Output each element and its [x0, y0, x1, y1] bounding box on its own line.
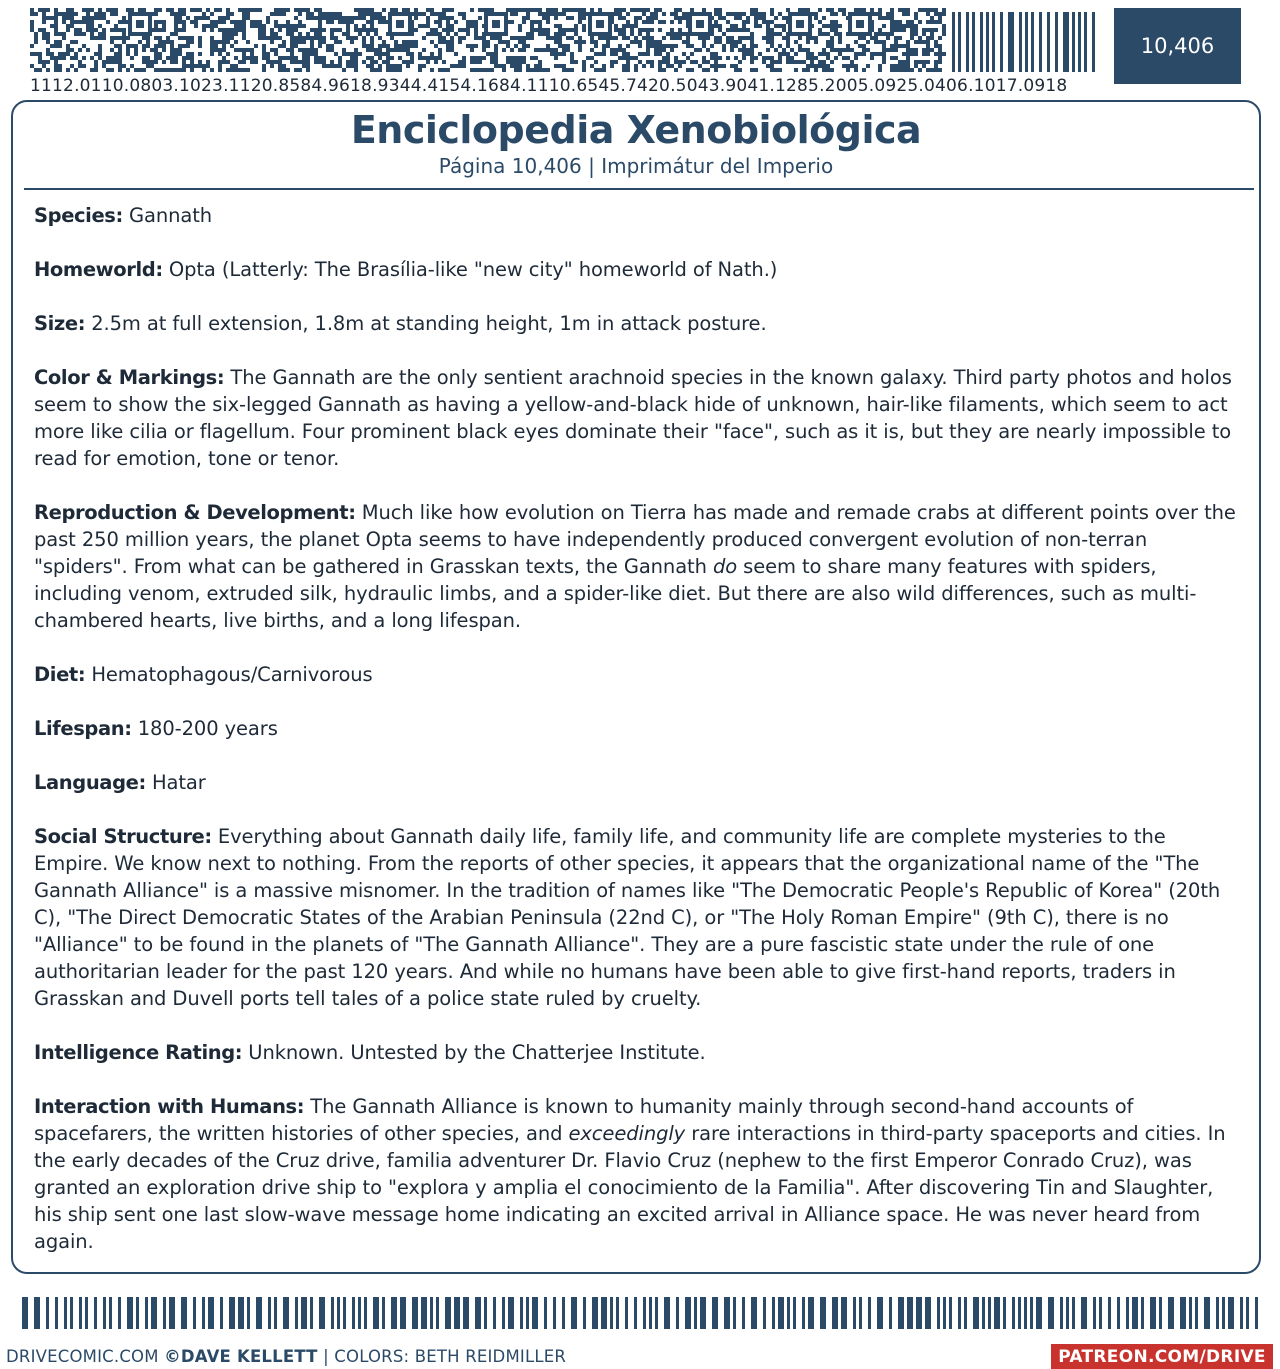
encyclopedia-entry-card [11, 100, 1261, 1274]
matrix-code-graphic [30, 8, 946, 72]
field-label: Social Structure: [34, 825, 212, 848]
header-codes [30, 8, 1098, 96]
field-label: Color & Markings: [34, 366, 225, 389]
patreon-link[interactable]: PATREON.COM/DRIVE [1051, 1344, 1273, 1369]
field-text-emphasis: do [712, 555, 738, 578]
field-label: Species: [34, 204, 123, 227]
code-digits: 1112.0110.0803.1023.1120.8584.9618.9344.4154.1684.1110.6545.7420.5043.9041.1285.2005.0925.0406.1017.0918 [30, 76, 1068, 96]
field-label: Diet: [34, 663, 86, 686]
field-label: Size: [34, 312, 86, 335]
entry-field [34, 499, 1244, 634]
title-divider [24, 188, 1254, 190]
entry-field [34, 202, 1244, 229]
field-label: Homeworld: [34, 258, 163, 281]
field-text: Unknown. Untested by the Chatterjee Institute. [242, 1041, 706, 1064]
field-text: Opta (Latterly: The Brasília-like "new city" homeworld of Nath.) [162, 258, 778, 281]
field-text: rare interactions in third-party spaceports and cities. In the early decades of the Cruz drive, familia adventurer Dr. Flavio Cruz (nephew to the first Emperor Conrado Cruz), was granted an exploration drive ship to "explora y amplia el conocimiento de la Familia". After discovering Tin and Slaughter, his ship sent one last slow-wave message home indicating an excited arrival in Alliance space. He was never heard from again. [34, 1122, 1226, 1253]
footer [0, 1344, 1280, 1369]
field-label: Intelligence Rating: [34, 1041, 243, 1064]
entry-field [34, 1039, 1244, 1066]
field-label: Language: [34, 771, 146, 794]
footer-separator: | [323, 1347, 329, 1366]
field-text: The Gannath are the only sentient arachnoid species in the known galaxy. Third party photos and holos seem to show the six-legged Gannath as having a yellow-and-black hide of unknown, hair-like filaments, which seem to act more like cilia or flagellum. Four prominent black eyes dominate their "face", such as it is, but they are nearly impossible to read for emotion, tone or tenor. [34, 366, 1232, 470]
entry-field [34, 310, 1244, 337]
field-label: Reproduction & Development: [34, 501, 356, 524]
page-subtitle: Página 10,406 | Imprimátur del Imperio [438, 154, 834, 178]
footer-site-link[interactable]: DRIVECOMIC.COM [6, 1347, 159, 1366]
field-label: Interaction with Humans: [34, 1095, 305, 1118]
field-text: Everything about Gannath daily life, family life, and community life are complete mysteries to the Empire. We know next to nothing. From the reports of other species, it appears that the organizational name of the "The Gannath Alliance" is a massive misnomer. In the tradition of names like "The Democratic People's Republic of Korea" (20th C), "The Direct Democratic States of the Arabian Peninsula (22nd C), or "The Holy Roman Empire" (9th C), there is no "Alliance" to be found in the planets of "The Gannath Alliance". They are a pure fascistic state under the rule of one authoritarian leader for the past 120 years. And while no humans have been able to give first-hand reports, traders in Grasskan and Duvell ports tell tales of a police state ruled by cruelty. [34, 825, 1221, 1010]
field-text: Gannath [122, 204, 213, 227]
field-text: 180-200 years [131, 717, 278, 740]
footer-credits [6, 1347, 566, 1366]
entry-field [34, 769, 1244, 796]
field-text: seem to share many features with spiders, including venom, extruded silk, hydraulic limbs, and a spider-like diet. But there are also wild differences, such as multi-chambered hearts, live births, and a long lifespan. [34, 555, 1197, 632]
page-number-badge: 10,406 [1114, 8, 1241, 84]
page-title: Enciclopedia Xenobiológica [350, 108, 922, 152]
entry-field [34, 364, 1244, 472]
field-text: Hematophagous/Carnivorous [85, 663, 373, 686]
field-text: The Gannath Alliance is known to humanity mainly through second-hand accounts of spacefarers, the written histories of other species, and [34, 1095, 1134, 1145]
footer-colors-credit: COLORS: BETH REIDMILLER [334, 1347, 567, 1366]
bottom-barcode-graphic [22, 1297, 1258, 1329]
entry-field [34, 715, 1244, 742]
entry-body [34, 202, 1244, 1282]
field-text: 2.5m at full extension, 1.8m at standing height, 1m in attack posture. [85, 312, 767, 335]
field-label: Lifespan: [34, 717, 132, 740]
entry-field [34, 661, 1244, 688]
entry-field [34, 823, 1244, 1012]
field-text: Much like how evolution on Tierra has made and remade crabs at different points over the past 250 million years, the planet Opta seems to have independently produced convergent evolution of non-terran "spiders". From what can be gathered in Grasskan texts, the Gannath [34, 501, 1236, 578]
field-text-emphasis: exceedingly [568, 1122, 686, 1145]
field-text: Hatar [145, 771, 206, 794]
entry-field [34, 256, 1244, 283]
entry-field [34, 1093, 1244, 1255]
footer-copyright: ©DAVE KELLETT [164, 1347, 318, 1366]
top-barcode-graphic [952, 12, 1098, 72]
